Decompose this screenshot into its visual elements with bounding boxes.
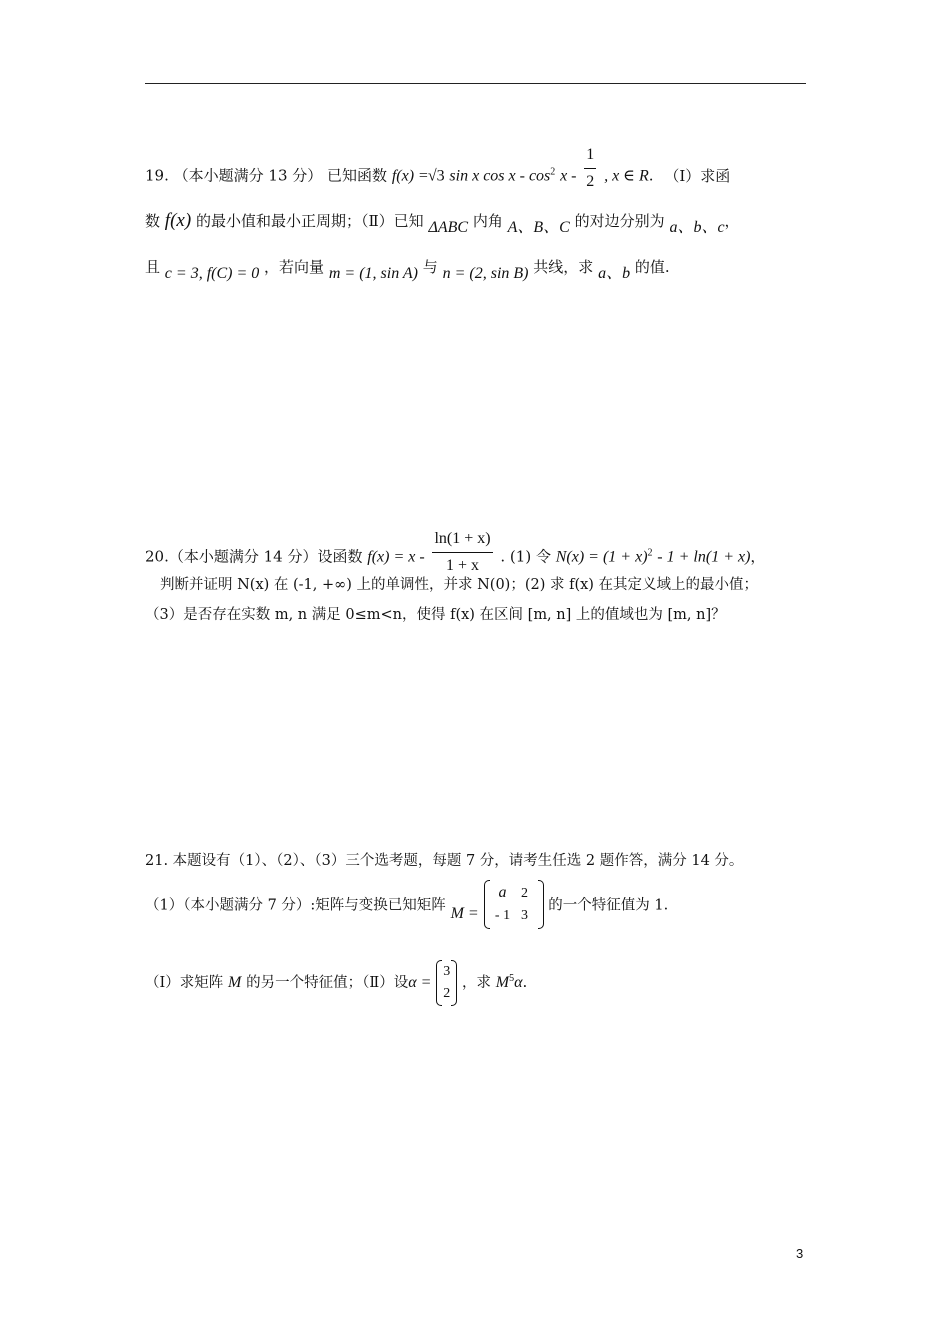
q20-line-3: （3）是否存在实数 m, n 满足 0≤m<n，使得 f(x) 在区间 [m, n] 上的值域也为 [m, n]？: [145, 607, 726, 623]
q21-line-2: （Ⅰ）求矩阵 M 的另一个特征值；（Ⅱ）设α = 3 2 ，求 $M^5\alpha$.: [145, 960, 527, 1006]
q20-fraction: $\frac{\ln(1 + x)}{1 + x}$: [432, 528, 492, 577]
q20-line-2: 判断并证明 N(x) 在 (-1, +∞) 上的单调性，并求 N(0)；(2) 求 f(x) 在其定义域上的最小值；: [160, 577, 759, 593]
q21-intro: 21. 本题设有（1）、（2）、（3）三个选考题，每题 7 分，请考生任选 2 题作答，满分 14 分。: [145, 853, 744, 869]
q19-number: 19.: [145, 166, 169, 185]
q19-function: f(x): [391, 167, 415, 185]
q20-line-1: 20.（本小题满分 14 分）设函数 f(x) = x - $\frac{\ln(1 + x)}{1 + x}$ . (1) 令 $N(x) = (1 + x)^2 - 1 + \ln(1 + x)$，: [145, 538, 765, 577]
q20-number: 20.: [145, 547, 169, 566]
matrix-M: a 2 - 1 3: [484, 880, 544, 929]
q21-line-1: （1）（本小题满分 7 分）:矩阵与变换已知矩阵 M = a 2 - 1 3 的一个特征值为 1.: [145, 882, 668, 929]
q19-points: （本小题满分 13 分）: [173, 166, 323, 185]
q19-line-2: 数 f(x) 的最小值和最小正周期；（Ⅱ）已知 ΔABC 内角 A、B、C 的对边分别为 a、b、c，: [145, 210, 740, 236]
page-number: 3: [796, 1246, 804, 1261]
vector-alpha: 3 2: [436, 960, 457, 1006]
header-rule: [145, 83, 806, 84]
q19-line-3: 且 c = 3, f(C) = 0 ，若向量 m = (1, sin A) 与 n = (2, sin B) 共线，求 a、b 的值.: [145, 258, 670, 282]
q19-fraction: $\frac{1}{2}$: [584, 144, 596, 193]
q20-points: （本小题满分 14 分）设函数: [168, 547, 363, 566]
q19-line-1: 19. （本小题满分 13 分） 已知函数 f(x) =√3 sin x cos x - $\cos^2 x$ - $\frac{1}{2}$ , x ∈ R. （Ⅰ）求函: [145, 160, 730, 193]
